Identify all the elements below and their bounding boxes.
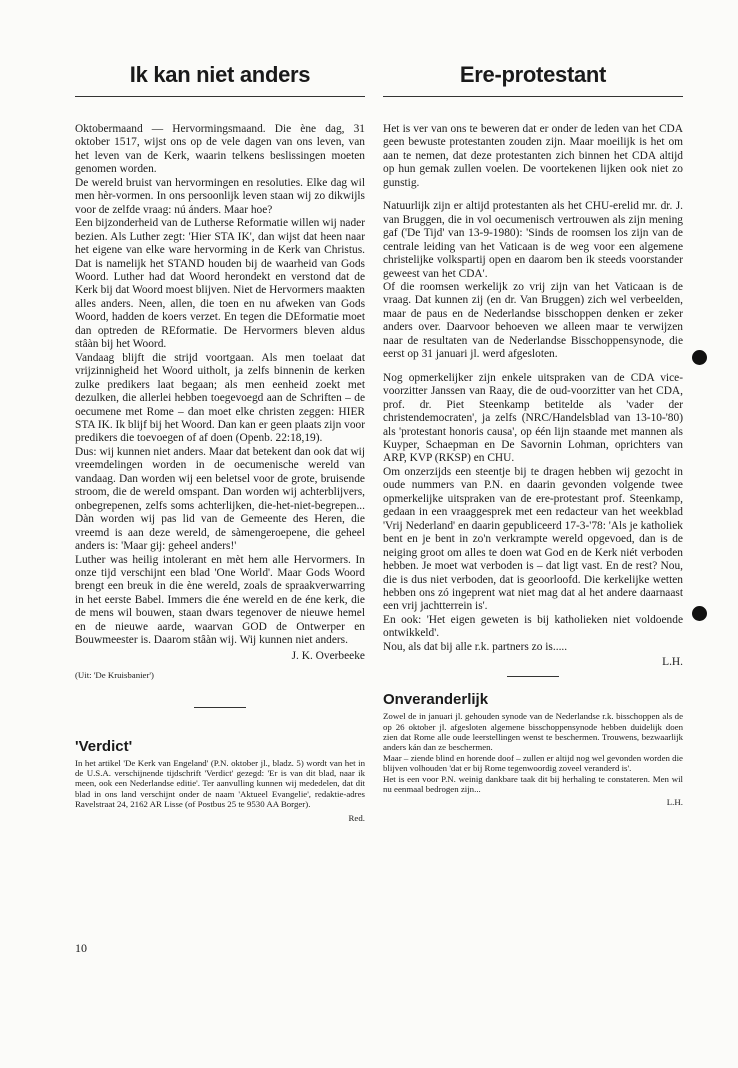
paragraph: Vandaag blijft die strijd voortgaan. Als men toelaat dat vrijzinnigheid het Woord uitholt, ja zelfs binnenin de kerken zulke predikers laat begaan; als men eenheid zoekt met dezulken, die allerlei hebben toegevoegd aan de Schriften – de oecumene met Rome – dan moet elke christen zeggen: HIER STA IK. Ik blijf bij het Woord. Dan kan er geen plaats zijn voor predikers die toevoegen of af doen (Openb. 22:18,19).	[75, 351, 365, 445]
section-title-onveranderlijk: Onveranderlijk	[383, 691, 489, 709]
article-body-left	[75, 123, 365, 648]
punch-hole-icon	[692, 350, 707, 365]
separator	[194, 707, 246, 708]
article-title-right: Ere-protestant	[383, 62, 683, 97]
paragraph: Luther was heilig intolerant en mèt hem alle Hervormers. In onze tijd verschijnt een blad 'One World'. Maar Gods Woord brengt een breuk in die ène wereld, zoals de spraakverwarring in het eerste Babel. Immers die éne wereld en de éne kerk, die de mens wil bouwen, staan dwars tegenover de nieuwe hemel en de nieuwe aarde, waarvan GOD de Ontwerper en Bouwmeester is. Daarom stâàn wij. Wij kunnen niet anders.	[75, 553, 365, 647]
paragraph: Zowel de in januari jl. gehouden synode van de Nederlandse r.k. bisschoppen als de op 26 oktober jl. afgesloten algemene bisschoppensynode hebben duidelijk doen zien dat Rome alle oude leerstellingen wenst te beschermen. Trouwens, bezwaarlijk anders kán dan ze beschermen.	[383, 711, 683, 753]
paragraph: Nog opmerkelijker zijn enkele uitspraken van de CDA vice-voorzitter Janssen van Raay, die de oud-voorzitter van het CDA, prof. dr. Piet Steenkamp betitelde als 'vader der christendemocraten', ja zelfs (NRC/Handelsblad van 13-10-'80) als 'protestant honoris causa', op één lijn staande met mannen als Kuyper, Schaepman en De Savornin Lohman, oprichters van ARP, KVP (RKSP) en CHU.	[383, 371, 683, 465]
paragraph: Of die roomsen werkelijk zo vrij zijn van het Vaticaan is de vraag. Dat kunnen zij (en dr. Van Bruggen) zich wel verbeelden, maar de paus en de Nederlandse bisschoppen denken er zeker anders over. Daarvoor behoeven we alleen maar te verwijzen naar de resultaten van de Nederlandse Bisschoppensynode, die eerst op 31 januari jl. werd afgesloten.	[383, 280, 683, 361]
paragraph: Natuurlijk zijn er altijd protestanten als het CHU-erelid mr. dr. J. van Bruggen, die in vol oecumenisch vertrouwen als zijn mening gaf ('De Tijd' van 13-9-1980): 'Sinds de roomsen los zijn van de centrale leiding van het Vaticaan is de weg voor een algemene christelijke volkspartij open en daarom ben ik steeds voorstander geweest van het CDA'.	[383, 200, 683, 280]
paragraph: Een bijzonderheid van de Lutherse Reformatie willen wij nader bezien. Als Luther zegt: 'Hier STA IK', dan wijst dat heen naar het eigene van elke ware hervorming in de Kerk van Christus. Dat is namelijk het STAND houden bij de waarheid van Gods Woord. Luther had dat Woord herondekt en verstond dat de Kerk bij dat Woord moest blijven. Niet de Hervormers maakten alles anders. Neen, allen, die toen en nu afweken van Gods Woord, hadden de koers verzet. En tegen die DEformatie moet dan optreden de REformatie. De Hervormers bleven aldus stâàn bij het Woord.	[75, 217, 365, 351]
section-title-verdict: 'Verdict'	[75, 737, 133, 755]
page-number: 10	[75, 941, 87, 955]
source-note: (Uit: 'De Kruisbanier')	[75, 669, 154, 680]
author-signature: L.H.	[666, 797, 683, 808]
paragraph: Om onzerzijds een steentje bij te dragen hebben wij gezocht in oude nummers van P.N. en daarin gevonden volgende twee opmerkelijke uitspraken van de ere-protestant prof. Steenkamp, gedaan in een vraaggesprek met een redacteur van het weekblad 'Vrij Nederland' en daarin gepubliceerd 17-3-'78: 'Als je katholiek bent en je bent in zo'n verkrampte wereld opgevoed, dan is de neiging groot om alles te doen wat God en de Kerk niét verboden hebben. Je moet wat verboden is – dat ligt vast. En de rest? Nou, die is dus niet verboden, dat is geoorloofd. Die kerkelijke wetten hebben ons zó ingeprent wat niet mag dat al het andere daarnaast een vrij jachtterrein is'.	[383, 465, 683, 613]
punch-hole-icon	[692, 606, 707, 621]
verdict-section	[75, 738, 365, 823]
left-column	[75, 62, 365, 823]
onveranderlijk-section	[383, 691, 683, 807]
paragraph: De wereld bruist van hervormingen en resoluties. Elke dag wil men hèr-vormen. In ons persoonlijk leven staan wij zo dikwijls voor de zelfde vraag: nú ánders. Maar hoe?	[75, 176, 365, 216]
right-column	[383, 62, 683, 807]
paragraph: Oktobermaand — Hervormingsmaand. Die ène dag, 31 oktober 1517, wijst ons op de vele dagen van ons leven, van het leven van de Kerk, waarin telkens beslissingen moeten genomen worden.	[75, 123, 365, 176]
paragraph: In het artikel 'De Kerk van Engeland' (P.N. oktober jl., bladz. 5) wordt van het in de U.S.A. verschijnende tijdschrift 'Verdict' gezegd: 'Er is van dit blad, naar ik meen, ook een Nederlandse editie'. Ter aanvulling kunnen wij mededelen, dat dit blad in ons land verschijnt onder de naam 'Aktueel Evangelie', redaktie-adres Ravelstraat 24, 2162 AR Lisse (of Postbus 25 te 9530 AA Borger).	[75, 757, 365, 810]
paragraph: Het is een voor P.N. weinig dankbare taak dit bij herhaling te constateren. Men wil nu eenmaal bedrogen zijn...	[383, 773, 683, 795]
paragraph: En ook: 'Het eigen geweten is bij katholieken niet voldoende ontwikkeld'.	[383, 613, 683, 640]
article-body-right	[383, 123, 683, 654]
paragraph: Nou, als dat bij alle r.k. partners zo is.....	[383, 640, 568, 653]
paragraph: Dus: wij kunnen niet anders. Maar dat betekent dan ook dat wij vreemdelingen worden in de oecumenische wereld van vandaag. Dan worden wij een beletsel voor de grote, bruisende stroom, die de wereld omspant. Dan worden wij achterblijvers, onbegrepenen, zelfs soms achterlijken, die-het-niet-begrepen... Dàn worden wij pas lid van de Gemeente des Heren, die vreemd is aan deze wereld, de sàmengeroepene, die geheel anders is: 'Maar gij: geheel anders!'	[75, 445, 365, 553]
paragraph: Het is ver van ons te beweren dat er onder de leden van het CDA geen bewuste protestanten zouden zijn. Maar moeilijk is het om aan te nemen, dat deze protestanten zich binnen het CDA altijd op hun gemak zullen voelen. De voortekenen lijken ook niet zo gunstig.	[383, 123, 683, 189]
author-signature: J. K. Overbeeke	[291, 649, 365, 662]
article-title-left: Ik kan niet anders	[75, 62, 365, 97]
author-signature: L.H.	[662, 656, 683, 669]
editor-signature: Red.	[348, 812, 365, 823]
paragraph: Maar – ziende blind en horende doof – zullen er altijd nog wel gevonden worden die blijven volhouden 'dat er bij Rome tegenwoordig zoveel veranderd is'.	[383, 752, 683, 774]
separator	[507, 676, 559, 677]
